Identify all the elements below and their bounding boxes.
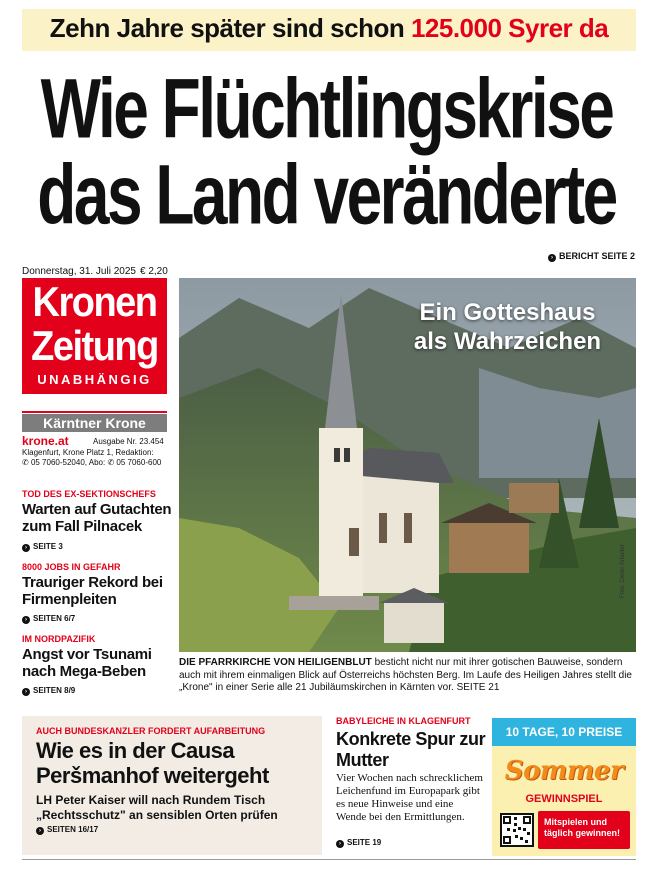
kicker-band bbox=[22, 9, 636, 51]
phone-abo: 05 7060-600 bbox=[116, 458, 162, 467]
story-page-ref[interactable] bbox=[336, 838, 381, 848]
teaser-title[interactable]: Angst vor Tsunami nach Mega-Beben bbox=[22, 646, 152, 680]
story-title[interactable]: Konkrete Spur zur Mutter bbox=[336, 729, 486, 770]
logo-line-zeitung: Zeitung bbox=[31, 323, 158, 370]
teaser-tag: TOD DES EX-SEKTIONSCHEFS bbox=[22, 489, 156, 499]
photo-title bbox=[179, 298, 636, 356]
page-ref-label: SEITEN 16/17 bbox=[47, 825, 99, 834]
story-tag: BABYLEICHE IN KLAGENFURT bbox=[336, 716, 471, 726]
teaser-page-ref[interactable] bbox=[22, 686, 75, 696]
headline-line-2[interactable]: das Land veränderte bbox=[37, 146, 616, 242]
promo-cta[interactable]: Mitspielen und täglich gewinnen! bbox=[538, 811, 630, 849]
story-title[interactable]: Wie es in der Causa Peršmanhof weitergeht bbox=[36, 738, 269, 788]
issue-number: Ausgabe Nr. 23.454 bbox=[93, 437, 164, 446]
masthead-logo[interactable] bbox=[22, 278, 167, 394]
church-photo[interactable] bbox=[179, 278, 636, 652]
circle-arrow-icon: › bbox=[548, 254, 556, 262]
kicker-highlight: 125.000 Syrer da bbox=[410, 13, 609, 43]
regional-edition-label: Kärntner Krone bbox=[22, 414, 167, 432]
teaser-page-ref[interactable] bbox=[22, 542, 63, 552]
circle-arrow-icon: › bbox=[336, 840, 344, 848]
circle-arrow-icon: › bbox=[36, 827, 44, 835]
bericht-reference[interactable] bbox=[548, 251, 635, 262]
photo-caption bbox=[179, 657, 636, 695]
circle-arrow-icon: › bbox=[22, 616, 30, 624]
issue-price: € 2,20 bbox=[140, 266, 168, 277]
qr-code-pattern bbox=[502, 815, 532, 845]
story-body: Vier Wochen nach schrecklichem Leichenfund im Europapark gibt es neue Hinweise und eine Wende bei den Ermittlungen. bbox=[336, 772, 483, 823]
teaser-page-ref[interactable] bbox=[22, 614, 75, 624]
page-ref-label: SEITE 19 bbox=[347, 838, 382, 847]
caption-lead: DIE PFARRKIRCHE VON HEILIGENBLUT bbox=[179, 657, 372, 668]
promo-gewinnspiel-label: GEWINNSPIEL bbox=[525, 793, 603, 805]
headline-line-1[interactable]: Wie Flüchtlingskrise bbox=[40, 60, 613, 156]
teaser-title[interactable]: Trauriger Rekord bei Firmenpleiten bbox=[22, 574, 163, 608]
logo-line-kronen: Kronen bbox=[32, 279, 157, 326]
circle-arrow-icon: › bbox=[22, 688, 30, 696]
issue-date: Donnerstag, 31. Juli 2025 bbox=[22, 266, 136, 277]
circle-arrow-icon: › bbox=[22, 544, 30, 552]
website-link[interactable]: krone.at bbox=[22, 434, 69, 448]
page-ref-label: SEITE 3 bbox=[33, 542, 63, 551]
address-text: Klagenfurt, Krone Platz 1, Redaktion: bbox=[22, 448, 154, 457]
kicker-lead: Zehn Jahre später sind schon bbox=[49, 13, 411, 43]
photo-title-line-2: als Wahrzeichen bbox=[413, 328, 602, 355]
story-page-ref[interactable] bbox=[36, 825, 98, 835]
caption-body: besticht nicht nur mit ihrer gotischen Bauweise, sondern auch mit ihrem einmaligen Blick auf Österreichs höchsten Berg. Im Laufe des Heiligen Jahres stellt die „Krone" in einer Serie alle 21 Jubiläumskirchen in Kärnten vor. SEITE 21 bbox=[179, 657, 632, 693]
story-tag: AUCH BUNDESKANZLER FORDERT AUFARBEITUNG bbox=[36, 726, 266, 736]
page-ref-label: SEITEN 6/7 bbox=[33, 614, 76, 623]
promo-header: 10 TAGE, 10 PREISE bbox=[492, 718, 636, 746]
photo-title-line-1: Ein Gotteshaus bbox=[419, 299, 596, 326]
story-subtitle: LH Peter Kaiser will nach Rundem Tisch „Rechtsschutz" an sensiblen Orten prüfen bbox=[36, 793, 278, 822]
bericht-label: BERICHT SEITE 2 bbox=[558, 251, 635, 261]
phone-redaktion: 05 7060-52040 bbox=[30, 458, 85, 467]
logo-line-unabhaengig: UNABHÄNGIG bbox=[37, 372, 152, 387]
phone-icon: ✆ bbox=[22, 458, 29, 467]
teaser-title[interactable]: Warten auf Gutachten zum Fall Pilnacek bbox=[22, 501, 172, 535]
bottom-divider bbox=[22, 859, 636, 860]
phone-icon: ✆ bbox=[107, 458, 115, 467]
teaser-tag: 8000 JOBS IN GEFAHR bbox=[22, 562, 121, 572]
logo-rule bbox=[22, 411, 167, 413]
sommer-gewinnspiel-promo[interactable] bbox=[492, 718, 636, 856]
page-ref-label: SEITEN 8/9 bbox=[33, 686, 76, 695]
qr-code-icon[interactable] bbox=[500, 813, 534, 847]
contact-address bbox=[22, 448, 172, 468]
kicker-text bbox=[22, 13, 636, 44]
photo-credit: Foto: Dieter Arbeiter bbox=[620, 544, 626, 598]
teaser-tag: IM NORDPAZIFIK bbox=[22, 634, 96, 644]
promo-sommer-logo: Sommer bbox=[504, 756, 624, 786]
abo-label: , Abo: bbox=[84, 458, 106, 467]
